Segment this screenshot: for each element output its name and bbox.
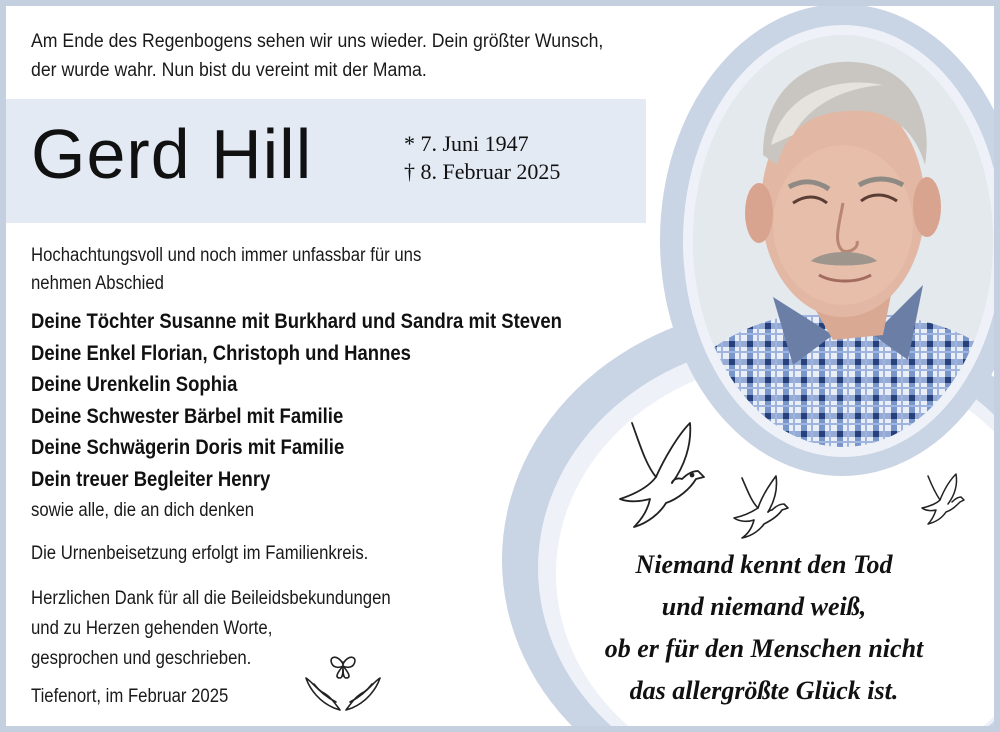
mourner-entry: Deine Schwägerin Doris mit Familie: [31, 436, 345, 459]
dove-icon: [918, 470, 966, 528]
hands-butterfly-icon: [300, 650, 386, 716]
lead-line: nehmen Abschied: [31, 273, 164, 294]
quote-line: Niemand kennt den Tod: [635, 550, 893, 579]
dove-icon: [612, 415, 710, 533]
mourner-entry: Deine Schwester Bärbel mit Familie: [31, 404, 344, 428]
deceased-name: Gerd Hill: [31, 115, 313, 193]
quote-line: ob er für den Menschen nicht: [604, 634, 924, 663]
thanks-line: gesprochen und geschrieben.: [31, 648, 252, 669]
thanks-line: Herzlichen Dank für all die Beileidsbekundungen: [31, 588, 391, 609]
intro-line: Am Ende des Regenbogens sehen wir uns wieder. Dein größter Wunsch,: [31, 31, 604, 52]
lead-line: Hochachtungsvoll und noch immer unfassbar für uns: [31, 245, 422, 266]
lead-text: [31, 242, 421, 298]
mourners-closing: sowie alle, die an dich denken: [31, 500, 255, 521]
intro-line: der wurde wahr. Nun bist du vereint mit der Mama.: [31, 60, 427, 81]
quote-line: das allergrößte Glück ist.: [629, 676, 899, 705]
death-date: † 8. Februar 2025: [404, 159, 561, 184]
dove-icon: [730, 472, 790, 542]
birth-date: * 7. Juni 1947: [404, 131, 529, 156]
mourner-entry: Deine Enkel Florian, Christoph und Hannes: [31, 341, 411, 365]
quote-line: und niemand weiß,: [661, 592, 867, 621]
place-date: Tiefenort, im Februar 2025: [31, 686, 229, 707]
urn-notice: Die Urnenbeisetzung erfolgt im Familienkreis.: [31, 543, 369, 564]
portrait-photo: [693, 35, 993, 447]
thanks-line: und zu Herzen gehenden Worte,: [31, 618, 273, 639]
mourner-entry: Dein treuer Begleiter Henry: [31, 467, 271, 491]
life-dates: [404, 130, 560, 186]
mourner-entry: Deine Töchter Susanne mit Burkhard und Sandra mit Steven: [31, 310, 562, 333]
mourner-entry: Deine Urenkelin Sophia: [31, 373, 238, 396]
intro-verse: [31, 27, 626, 85]
mourners-list: [31, 306, 562, 527]
closing-quote: [558, 544, 970, 712]
